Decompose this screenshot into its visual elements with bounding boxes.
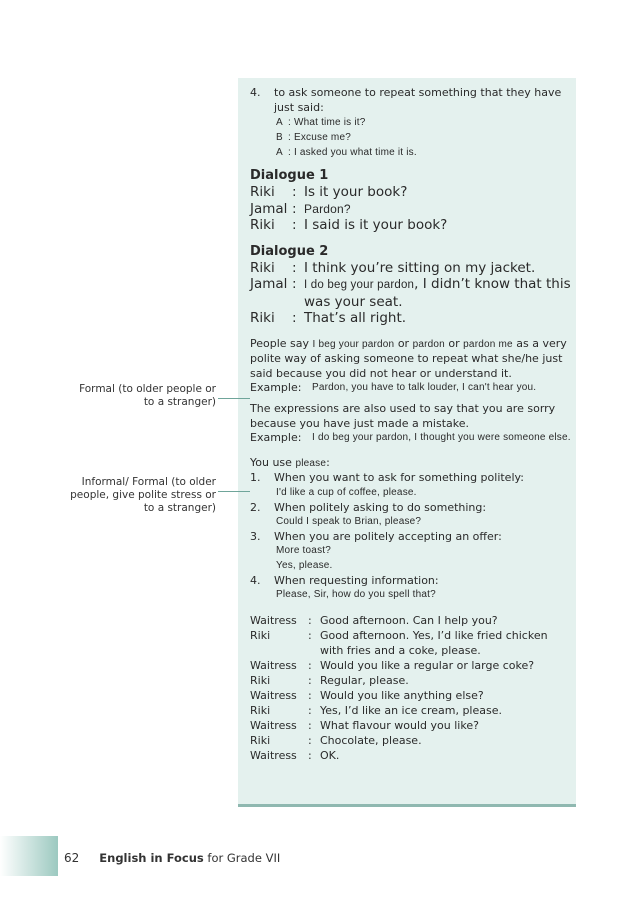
example-line: Example: I do beg your pardon, I thought you were someone else. — [250, 431, 571, 445]
dialogue-line: Riki : Good afternoon. Yes, I’d like fried chicken with fries and a coke, please. — [250, 628, 548, 657]
leader-line — [218, 491, 250, 492]
please-list — [250, 471, 572, 602]
dialogue-line: Jamal : Pardon? — [250, 200, 351, 217]
list-item: 3. When you are politely accepting an offer: — [250, 529, 502, 543]
grade-label: for Grade VII — [203, 851, 281, 865]
dialogue-line: Waitress : Would you like a regular or large coke? — [250, 658, 535, 672]
example-line: Example: Pardon, you have to talk louder, I can't hear you. — [250, 381, 537, 395]
dialogue-line: A : What time is it? — [276, 117, 366, 129]
dialogue-line: Riki : Chocolate, please. — [250, 733, 422, 747]
example-text: More toast? — [276, 545, 332, 557]
dialogue-title: Dialogue 1 — [250, 168, 329, 184]
dialogue-line: Riki : Regular, please. — [250, 673, 409, 687]
dialogue-line: Waitress : Would you like anything else? — [250, 688, 484, 702]
list-item: 1. When you want to ask for something politely: — [250, 471, 524, 485]
dialogue-line: Waitress : What flavour would you like? — [250, 718, 479, 732]
page-footer — [64, 851, 280, 865]
dialogue-1 — [250, 184, 572, 234]
example-text: I'd like a cup of coffee, please. — [276, 487, 417, 499]
dialogue-title: Dialogue 2 — [250, 243, 329, 259]
side-note-informal: Informal/ Formal (to older people, give polite stress or to a stranger) — [70, 476, 216, 514]
dialogue-line: Riki : That’s all right. — [250, 310, 407, 327]
dialogue-line: Waitress : OK. — [250, 748, 340, 762]
dialogue-line: Riki : I think you’re sitting on my jacket. — [250, 259, 536, 276]
book-title: English in Focus — [99, 851, 204, 865]
list-item: 4. When requesting information: — [250, 573, 439, 587]
list-item: 4. to ask someone to repeat something that they have just said: — [250, 86, 562, 114]
page-number: 62 — [64, 851, 80, 865]
main-content — [250, 86, 572, 763]
dialogue-line: Riki : Is it your book? — [250, 184, 408, 201]
list-item: 2. When politely asking to do something: — [250, 500, 487, 514]
dialogue-line: B : Excuse me? — [276, 132, 351, 144]
leader-line — [218, 398, 250, 399]
restaurant-dialogue — [250, 613, 572, 763]
dialogue-line: Riki : I said is it your book? — [250, 217, 448, 234]
dialogue-line: Jamal : I do beg your pardon, I didn’t know that this was your seat. — [250, 276, 571, 310]
explanation-paragraph: The expressions are also used to say that you are sorry because you have just made a mistake. — [250, 402, 556, 430]
dialogue-line: A : I asked you what time it is. — [276, 147, 417, 159]
footer-accent-bar — [0, 836, 58, 876]
dialogue-line: Riki : Yes, I’d like an ice cream, please. — [250, 703, 502, 717]
example-dialogue — [250, 115, 572, 160]
example-text: Yes, please. — [276, 560, 333, 571]
example-text: Could I speak to Brian, please? — [276, 516, 422, 528]
dialogue-line: Waitress : Good afternoon. Can I help you? — [250, 613, 498, 627]
example-text: Please, Sir, how do you spell that? — [276, 589, 436, 601]
dialogue-2 — [250, 260, 572, 327]
please-intro: You use please: — [250, 455, 330, 469]
explanation-paragraph: People say I beg your pardon or pardon or pardon me as a very polite way of asking someone to repeat what she/he just said because you did not hear or understand it. — [250, 336, 567, 380]
side-note-formal: Formal (to older people or to a stranger) — [79, 383, 216, 408]
